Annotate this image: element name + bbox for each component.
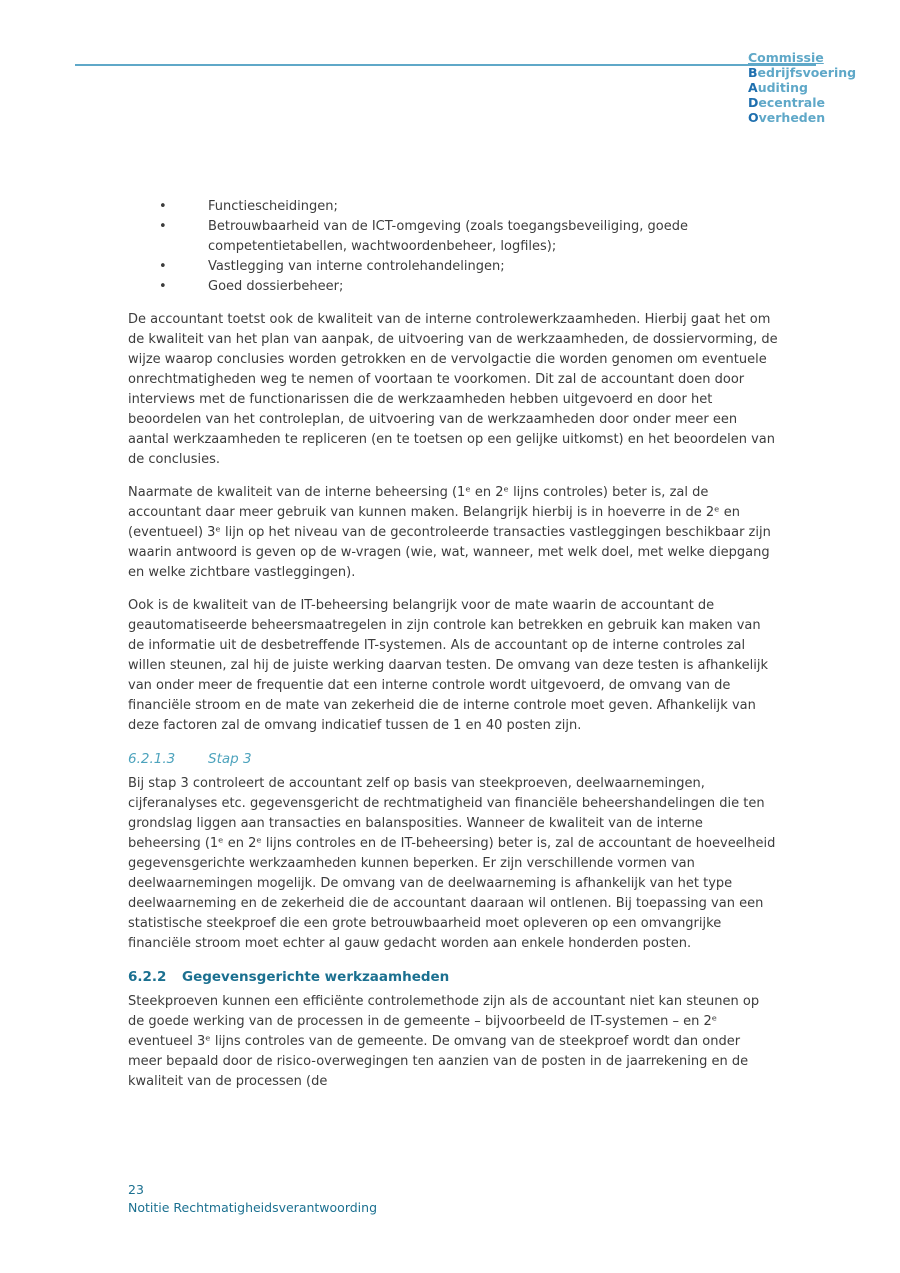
page-body bbox=[128, 197, 778, 1105]
logo-word: edrijfsvoering bbox=[757, 65, 857, 80]
page-number: 23 bbox=[128, 1182, 144, 1197]
paragraph-stap-3: Bij stap 3 controleert de accountant zelf op basis van steekproeven, deelwaarnemingen, cijferanalyses etc. gegevensgericht de rechtmatigheid van financiële beheershandelingen die ten grondslag liggen aan transacties en balansposities. Wanneer de kwaliteit van de interne beheersing (1ᵉ en 2ᵉ lijns controles en de IT-beheersing) beter is, zal de accountant de hoeveelheid gegevensgerichte werkzaamheden kunnen beperken. Er zijn verschillende vormen van deelwaarnemingen mogelijk. De omvang van de deelwaarneming is afhankelijk van het type deelwaarneming en de zekerheid die de accountant daaraan wil ontlenen. Bij toepassing van een statistische steekproef die een grote betrouwbaarheid moet opleveren op een omvangrijke financiële stroom moet echter al gauw gedacht worden aan enkele honderden posten. bbox=[128, 776, 776, 951]
heading-number: 6.2.1.3 bbox=[128, 751, 176, 767]
logo-line-bedrijfsvoering bbox=[748, 65, 856, 80]
logo-initial: A bbox=[748, 80, 758, 95]
heading-gegevensgerichte-werkzaamheden bbox=[128, 967, 778, 987]
logo-initial: D bbox=[748, 95, 759, 110]
paragraph-steekproeven: Steekproeven kunnen een efficiënte controlemethode zijn als de accountant niet kan steunen op de goede werking van de processen in de gemeente – bijvoorbeeld de IT-systemen – en 2ᵉ eventueel 3ᵉ lijns controles van de gemeente. De omvang van de steekproef wordt dan onder meer bepaald door de risico-overwegingen ten aanzien van de posten in de jaarrekening en de kwaliteit van de processen (de bbox=[128, 994, 760, 1089]
header-rule bbox=[75, 64, 816, 66]
bullet-item: • Betrouwbaarheid van de ICT-omgeving (zoals toegangsbeveiliging, goede competentietabellen, wachtwoordenbeheer, logfiles); bbox=[128, 217, 778, 257]
heading-number: 6.2.2 bbox=[128, 969, 167, 985]
heading-label: Stap 3 bbox=[208, 751, 252, 767]
bullet-item: • Functiescheidingen; bbox=[128, 197, 778, 217]
heading-label: Gegevensgerichte werkzaamheden bbox=[182, 969, 450, 985]
bullet-list bbox=[128, 197, 778, 297]
logo-line-decentrale bbox=[748, 95, 856, 110]
paragraph-interne-beheersing: Naarmate de kwaliteit van de interne beheersing (1ᵉ en 2ᵉ lijns controles) beter is, zal de accountant daar meer gebruik van kunnen maken. Belangrijk hierbij is in hoeverre in de 2ᵉ en (eventueel) 3ᵉ lijn op het niveau van de gecontroleerde transacties vastleggingen beschikbaar zijn waarin antwoord is geven op de w-vragen (wie, wat, wanneer, met welk doel, met welke diepgang en welke zichtbare vastleggingen). bbox=[128, 485, 771, 580]
logo-word: verheden bbox=[758, 110, 826, 125]
logo-commissie-label: Commissie bbox=[748, 50, 824, 65]
heading-stap-3 bbox=[128, 749, 778, 769]
bullet-item: • Vastlegging van interne controlehandelingen; bbox=[128, 257, 778, 277]
paragraph-controlewerkzaamheden: De accountant toetst ook de kwaliteit van de interne controlewerkzaamheden. Hierbij gaat het om de kwaliteit van het plan van aanpak, de uitvoering van de werkzaamheden, de dossiervorming, de wijze waarop conclusies worden getrokken en de vervolgactie die worden genomen om eventuele onrechtmatigheden weg te nemen of voortaan te voorkomen. Dit zal de accountant doen door interviews met de functionarissen die de werkzaamheden hebben uitgevoerd en door het beoordelen van het controleplan, de uitvoering van de werkzaamheden door onder meer een aantal werkzaamheden te repliceren (en te toetsen op een gelijke uitkomst) en het beoordelen van de conclusies. bbox=[128, 312, 778, 467]
footer-doc-title: Notitie Rechtmatigheidsverantwoording bbox=[128, 1200, 378, 1215]
logo-line-overheden bbox=[748, 110, 856, 125]
paragraph-it-beheersing: Ook is de kwaliteit van de IT-beheersing belangrijk voor de mate waarin de accountant de geautomatiseerde beheersmaatregelen in zijn controle kan betrekken en gebruik kan maken van de informatie uit de desbetreffende IT-systemen. Als de accountant op de interne controles zal willen steunen, zal hij de juiste werking daarvan testen. De omvang van deze testen is afhankelijk van onder meer de frequentie dat een interne controle wordt uitgevoerd, de omvang van de financiële stroom en de mate van zekerheid die de interne controle moet geven. Afhankelijk van deze factoren zal de omvang indicatief tussen de 1 en 40 posten zijn. bbox=[128, 598, 768, 733]
logo-initial: B bbox=[748, 65, 758, 80]
bullet-item: • Goed dossierbeheer; bbox=[128, 277, 778, 297]
logo-initial: O bbox=[748, 110, 759, 125]
logo-word: uditing bbox=[757, 80, 808, 95]
logo-word: ecentrale bbox=[758, 95, 825, 110]
logo-line-auditing bbox=[748, 80, 856, 95]
page-footer bbox=[128, 1181, 377, 1217]
bado-logo bbox=[748, 50, 856, 125]
